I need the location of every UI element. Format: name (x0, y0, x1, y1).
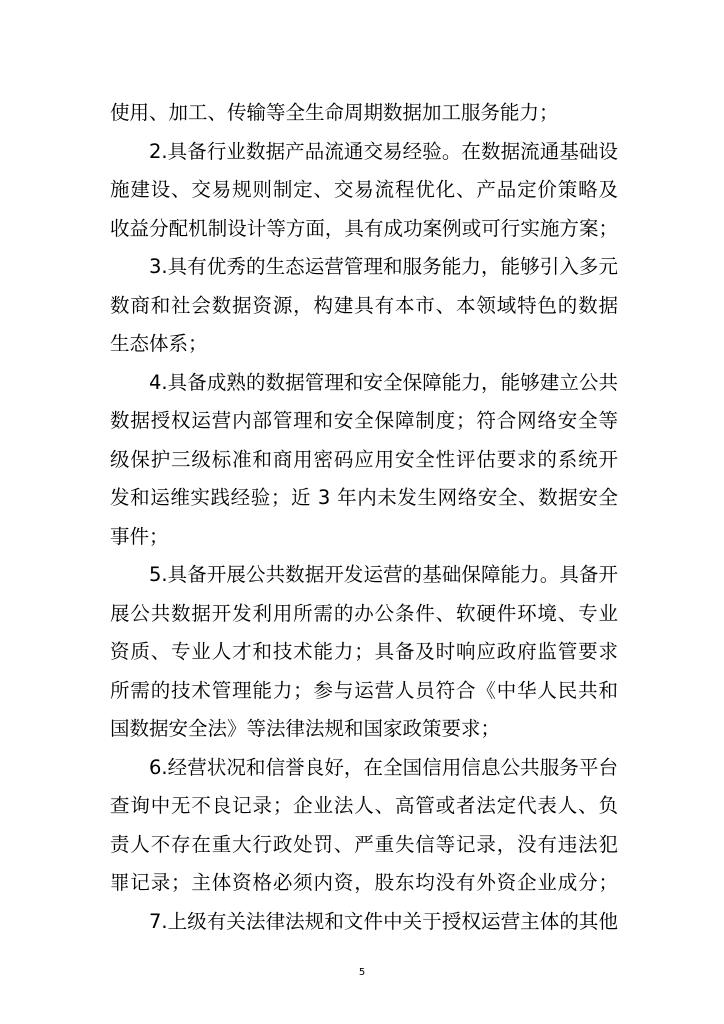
text-line: 7.上级有关法律法规和文件中关于授权运营主体的其他 (149, 909, 618, 933)
text-line: 生态体系； (110, 332, 208, 355)
text-line: 查询中无不良记录；企业法人、高管或者法定代表人、负 (110, 794, 618, 817)
text-line: 2.具备行业数据产品流通交易经验。在数据流通基础设 (149, 139, 618, 163)
text-line: 施建设、交易规则制定、交易流程优化、产品定价策略及 (110, 178, 618, 201)
text-line: 国数据安全法》等法律法规和国家政策要求； (110, 717, 501, 740)
text-line: 罪记录；主体资格必须内资，股东均没有外资企业成分； (110, 871, 618, 894)
text-line: 5.具备开展公共数据开发运营的基础保障能力。具备开 (149, 563, 618, 586)
text-line: 4.具备成熟的数据管理和安全保障能力，能够建立公共 (149, 370, 618, 394)
text-line: 使用、加工、传输等全生命周期数据加工服务能力； (110, 101, 559, 124)
page-number: 5 (358, 967, 366, 978)
text-line: 事件； (110, 524, 169, 548)
text-line: 3.具有优秀的生态运营管理和服务能力，能够引入多元 (149, 255, 618, 278)
text-line: 资质、专业人才和技术能力；具备及时响应政府监管要求 (110, 640, 618, 663)
text-line: 级保护三级标准和商用密码应用安全性评估要求的系统开 (110, 447, 618, 471)
text-line: 6.经营状况和信誉良好，在全国信用信息公共服务平台 (149, 755, 618, 779)
text-line: 展公共数据开发利用所需的办公条件、软硬件环境、专业 (110, 601, 618, 625)
text-line: 所需的技术管理能力；参与运营人员符合《中华人民共和 (110, 678, 618, 702)
text-line: 数商和社会数据资源，构建具有本市、本领域特色的数据 (110, 293, 618, 317)
document-body (110, 94, 618, 941)
text-line: 收益分配机制设计等方面，具有成功案例或可行实施方案； (110, 216, 618, 240)
text-line: 发和运维实践经验；近 3 年内未发生网络安全、数据安全 (110, 486, 618, 509)
text-line: 责人不存在重大行政处罚、严重失信等记录，没有违法犯 (110, 832, 618, 856)
text-line: 数据授权运营内部管理和安全保障制度；符合网络安全等 (110, 409, 618, 432)
